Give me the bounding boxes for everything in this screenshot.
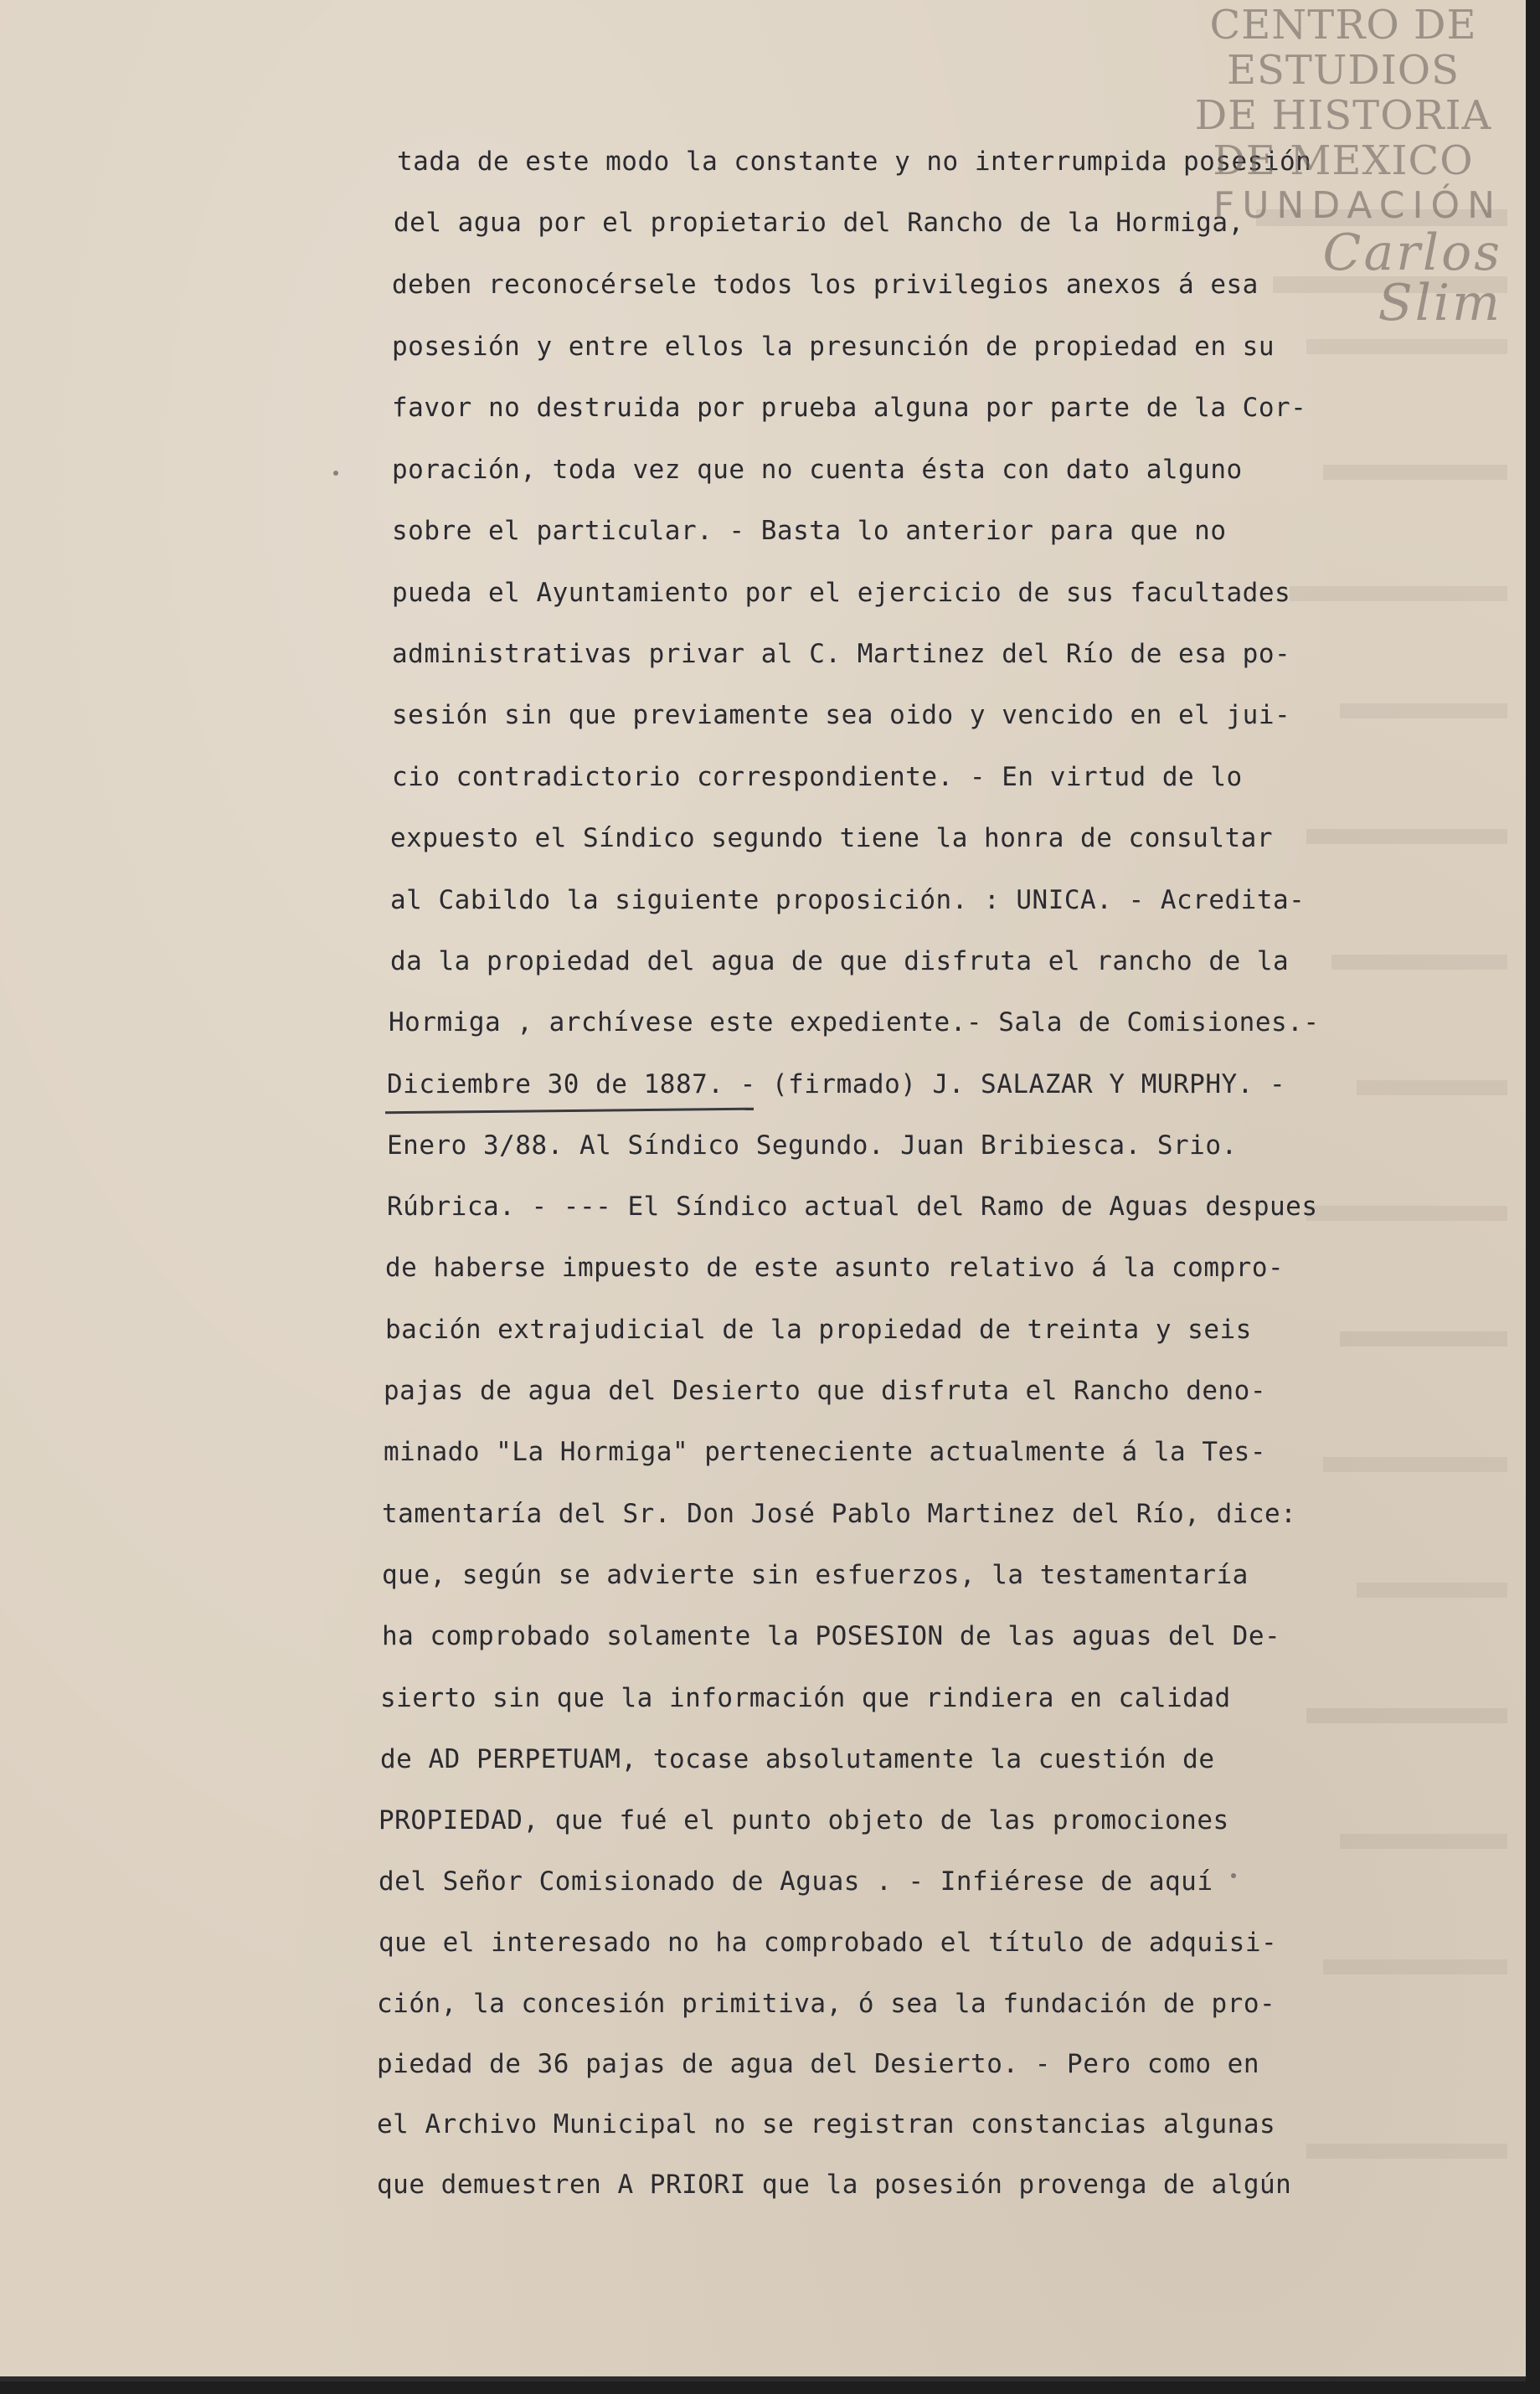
text-line: tamentaría del Sr. Don José Pablo Martinez del Río, dice: — [382, 1499, 1297, 1529]
text-line: que, según se advierte sin esfuerzos, la testamentaría — [382, 1560, 1249, 1590]
text-line: poración, toda vez que no cuenta ésta con dato alguno — [392, 455, 1243, 485]
text-line: pajas de agua del Desierto que disfruta el Rancho deno- — [384, 1376, 1266, 1406]
text-line: que el interesado no ha comprobado el título de adquisi- — [379, 1928, 1278, 1958]
watermark-line: DE MEXICO — [1213, 137, 1474, 184]
text-line: del Señor Comisionado de Aguas . - Infiérese de aquí — [379, 1866, 1213, 1897]
text-line: sierto sin que la información que rindiera en calidad — [380, 1683, 1231, 1713]
text-line: del agua por el propietario del Rancho de la Hormiga, — [394, 208, 1244, 238]
text-line: deben reconocérsele todos los privilegios anexos á esa — [392, 270, 1259, 300]
text-line: posesión y entre ellos la presunción de propiedad en su — [392, 332, 1275, 362]
text-line: Hormiga , archívese este expediente.- Sala de Comisiones.- — [389, 1007, 1320, 1037]
text-line: al Cabildo la siguiente proposición. : UNICA. - Acredita- — [390, 885, 1306, 915]
text-line: cio contradictorio correspondiente. - En virtud de lo — [392, 762, 1243, 792]
text-line: el Archivo Municipal no se registran constancias algunas — [377, 2109, 1276, 2139]
text-line: Rúbrica. - --- El Síndico actual del Ramo de Aguas despues — [387, 1192, 1318, 1222]
text-line: minado "La Hormiga" perteneciente actualmente á la Tes- — [384, 1437, 1266, 1467]
text-line: bación extrajudicial de la propiedad de treinta y seis — [385, 1315, 1252, 1345]
text-line: da la propiedad del agua de que disfruta el rancho de la — [390, 946, 1290, 976]
watermark-line: ESTUDIOS — [1226, 47, 1460, 94]
text-line: administrativas privar al C. Martinez del Río de esa po- — [392, 639, 1291, 669]
watermark-line: CENTRO DE — [1209, 2, 1477, 49]
text-line: expuesto el Síndico segundo tiene la honra de consultar — [390, 823, 1273, 853]
archive-watermark — [1184, 2, 1502, 332]
text-line: sobre el particular. - Basta lo anterior para que no — [392, 516, 1227, 546]
text-line: PROPIEDAD, que fué el punto objeto de las promociones — [379, 1805, 1229, 1835]
text-line: Diciembre 30 de 1887. - (firmado) J. SALAZAR Y MURPHY. - — [387, 1069, 1286, 1099]
date-underline — [385, 1108, 754, 1115]
text-line: favor no destruida por prueba alguna por parte de la Cor- — [392, 393, 1307, 423]
text-line: que demuestren A PRIORI que la posesión provenga de algún — [377, 2170, 1292, 2200]
watermark-foundation: FUNDACIÓN — [1213, 184, 1502, 227]
watermark-line: DE HISTORIA — [1194, 92, 1492, 139]
text-line: de haberse impuesto de este asunto relativo á la compro- — [385, 1253, 1285, 1283]
watermark-signature: Carlos Slim — [1322, 224, 1502, 332]
text-line: ción, la concesión primitiva, ó sea la fundación de pro- — [377, 1989, 1276, 2019]
text-line: ha comprobado solamente la POSESION de las aguas del De- — [382, 1621, 1281, 1651]
text-line: tada de este modo la constante y no interrumpida posesión — [397, 147, 1312, 177]
text-line: Enero 3/88. Al Síndico Segundo. Juan Bribiesca. Srio. — [387, 1130, 1238, 1161]
text-line: piedad de 36 pajas de agua del Desierto. - Pero como en — [377, 2049, 1259, 2079]
text-line: pueda el Ayuntamiento por el ejercicio de sus facultades — [392, 578, 1291, 608]
text-line: de AD PERPETUAM, tocase absolutamente la cuestión de — [380, 1744, 1215, 1774]
text-line: sesión sin que previamente sea oido y vencido en el jui- — [392, 700, 1291, 730]
